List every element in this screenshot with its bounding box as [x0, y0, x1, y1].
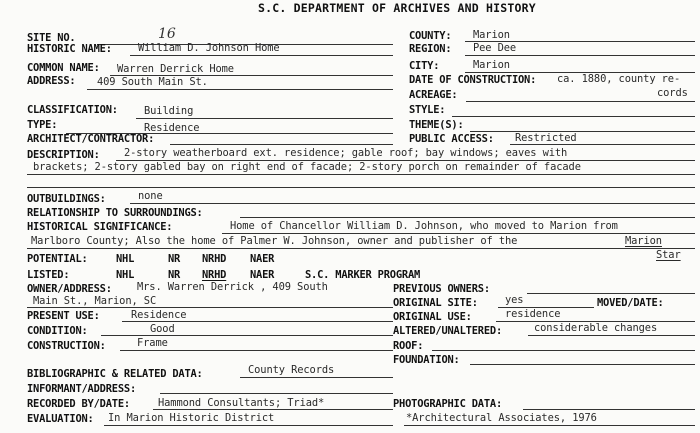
bibliographic-value: County Records [248, 364, 335, 376]
date-of-construction-label: DATE OF CONSTRUCTION: [409, 74, 537, 86]
roof-label: ROOF: [393, 340, 424, 352]
type-label: TYPE: [27, 119, 58, 131]
listed-naer[interactable]: NAER [250, 269, 275, 281]
region-label: REGION: [409, 43, 452, 55]
evaluation-label: EVALUATION: [27, 413, 94, 425]
description-rule-2 [27, 174, 695, 175]
previous-owners-line [527, 293, 695, 294]
address-value: 409 South Main St. [97, 76, 208, 88]
owner-address-label: OWNER/ADDRESS: [27, 283, 112, 295]
bibliographic-label: BIBLIOGRAPHIC & RELATED DATA: [27, 368, 203, 380]
outbuildings-line [130, 203, 695, 204]
public-access-line [510, 144, 695, 145]
historical-significance-label: HISTORICAL SIGNIFICANCE: [27, 221, 173, 233]
outbuildings-value: none [138, 190, 163, 202]
moved-date-label: MOVED/DATE: [597, 297, 664, 309]
original-use-value: residence [505, 308, 561, 320]
outbuildings-label: OUTBUILDINGS: [27, 193, 106, 205]
county-label: COUNTY: [409, 30, 452, 42]
condition-label: CONDITION: [27, 325, 88, 337]
description-line-2: brackets; 2-story gabled bay on right end of facade; 2-story porch on remainder of facade [33, 161, 581, 173]
foundation-line [470, 364, 695, 365]
region-line [465, 55, 695, 56]
themes-line [470, 131, 695, 132]
acreage-line [466, 101, 695, 102]
potential-nrhd[interactable]: NRHD [202, 253, 227, 265]
historical-significance-line-3: Star [656, 249, 681, 261]
form-title: S.C. DEPARTMENT OF ARCHIVES AND HISTORY [258, 1, 536, 15]
photographic-data-label: PHOTOGRAPHIC DATA: [393, 398, 503, 410]
bibliographic-line [240, 377, 393, 378]
owner-address-line-2: Main St., Marion, SC [33, 295, 157, 307]
date-of-construction-value: ca. 1880, county re- [557, 73, 681, 85]
architect-line [170, 144, 393, 145]
altered-label: ALTERED/UNALTERED: [393, 325, 503, 337]
potential-nr[interactable]: NR [168, 253, 181, 265]
foundation-label: FOUNDATION: [393, 354, 460, 366]
classification-value: Building [144, 105, 194, 117]
historical-significance-line-2: Marlboro County; Also the home of Palmer W. Johnson, owner and publisher of the [31, 235, 518, 247]
evaluation-value: In Marion Historic District [108, 412, 275, 424]
potential-nhl[interactable]: NHL [116, 253, 135, 265]
city-value: Marion [473, 59, 510, 71]
photographic-data-line [523, 409, 695, 410]
city-label: CITY: [409, 60, 440, 72]
owner-address-line-1: Mrs. Warren Derrick , 409 South [137, 281, 328, 293]
construction-value: Frame [137, 337, 168, 349]
altered-line [528, 335, 695, 336]
common-name-label: COMMON NAME: [27, 62, 100, 74]
site-no-value: 16 [158, 26, 176, 42]
historical-significance-line-1: Home of Chancellor William D. Johnson, who moved to Marion from [230, 220, 618, 232]
historical-significance-line-2-underlined: Marion [625, 235, 662, 247]
description-label: DESCRIPTION: [27, 149, 100, 161]
public-access-label: PUBLIC ACCESS: [409, 133, 494, 145]
region-value: Pee Dee [473, 42, 517, 54]
style-line [452, 116, 695, 117]
historic-name-line [130, 55, 393, 56]
listed-label: LISTED: [27, 269, 70, 281]
potential-label: POTENTIAL: [27, 253, 88, 265]
county-value: Marion [473, 29, 510, 41]
construction-label: CONSTRUCTION: [27, 340, 106, 352]
historical-significance-rule-2 [27, 248, 695, 249]
present-use-line [122, 321, 393, 322]
listed-nr[interactable]: NR [168, 269, 181, 281]
relationship-line [240, 217, 695, 218]
construction-line [120, 350, 393, 351]
present-use-value: Residence [131, 309, 187, 321]
original-use-label: ORIGINAL USE: [393, 311, 472, 323]
previous-owners-label: PREVIOUS OWNERS: [393, 283, 490, 295]
listed-nrhd[interactable]: NRHD [202, 269, 227, 281]
recorded-by-label: RECORDED BY/DATE: [27, 398, 130, 410]
date-of-construction-value-cont: cords [657, 87, 688, 99]
historic-name-value: William D. Johnson Home [138, 42, 280, 54]
relationship-label: RELATIONSHIP TO SURROUNDINGS: [27, 207, 203, 219]
recorded-by-value: Hammond Consultants; Triad* [158, 397, 325, 409]
informant-line [160, 393, 393, 394]
listed-nhl[interactable]: NHL [116, 269, 135, 281]
informant-label: INFORMANT/ADDRESS: [27, 383, 137, 395]
architect-label: ARCHITECT/CONTRACTOR: [27, 133, 155, 145]
style-label: STYLE: [409, 104, 446, 116]
condition-line [101, 335, 393, 336]
original-site-label: ORIGINAL SITE: [393, 297, 478, 309]
altered-value: considerable changes [534, 322, 658, 334]
address-line [87, 89, 393, 90]
themes-label: THEME(S): [409, 119, 464, 131]
historical-significance-rule-1 [222, 233, 695, 234]
type-value: Residence [144, 122, 200, 134]
potential-naer[interactable]: NAER [250, 253, 275, 265]
original-site-value: yes [505, 294, 524, 306]
acreage-label: ACREAGE: [409, 89, 458, 101]
roof-line [432, 350, 695, 351]
site-no-label: SITE NO. [27, 32, 76, 44]
footnote: *Architectural Associates, 1976 [406, 412, 597, 424]
classification-line [136, 118, 393, 119]
common-name-value: Warren Derrick Home [117, 63, 234, 75]
address-label: ADDRESS: [27, 75, 76, 87]
public-access-value: Restricted [515, 132, 577, 144]
evaluation-line [104, 425, 393, 426]
classification-label: CLASSIFICATION: [27, 104, 118, 116]
description-line-1: 2-story weatherboard ext. residence; gable roof; bay windows; eaves with [124, 147, 568, 159]
present-use-label: PRESENT USE: [27, 310, 100, 322]
condition-value: Good [150, 323, 175, 335]
recorded-by-line [153, 409, 393, 410]
footnote-line [404, 425, 695, 426]
description-rule-3 [27, 187, 695, 188]
listed-sc-marker[interactable]: S.C. MARKER PROGRAM [305, 269, 421, 281]
owner-address-rule [27, 307, 393, 308]
historic-name-label: HISTORIC NAME: [27, 43, 112, 55]
